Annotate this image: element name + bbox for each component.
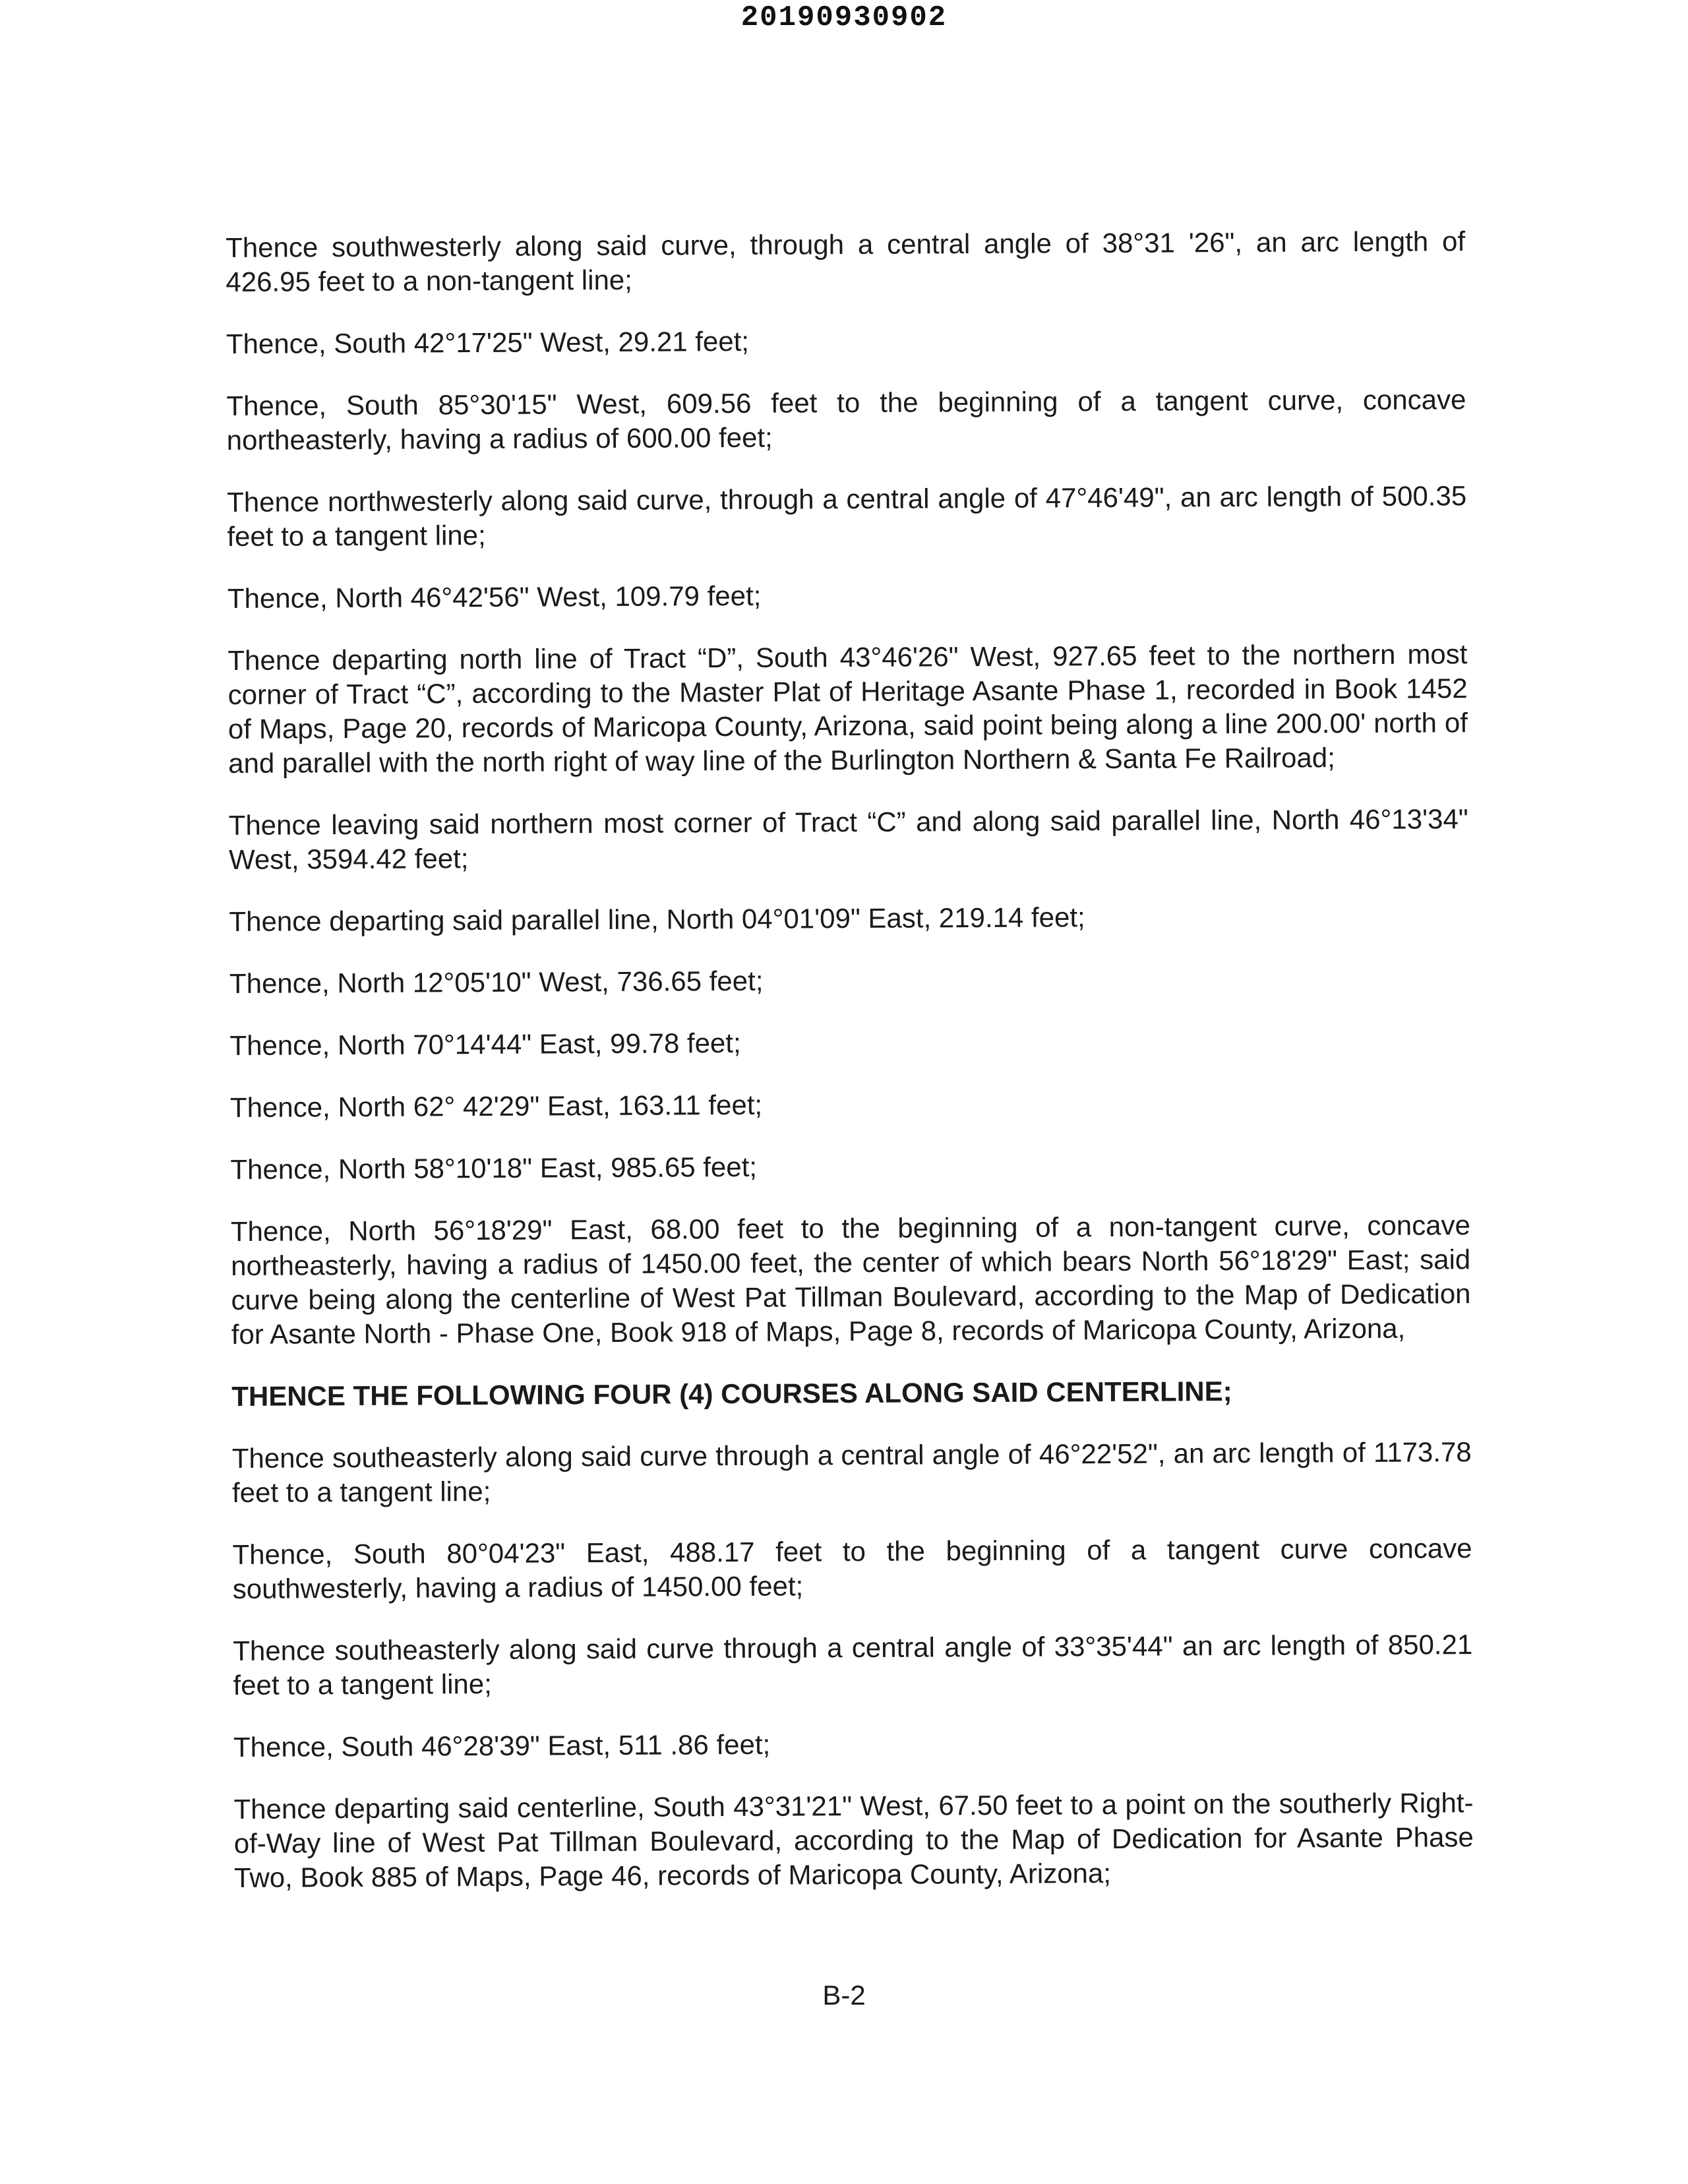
document-number: 20190930902: [740, 1, 948, 34]
paragraph-curve-southeasterly-1: Thence southeasterly along said curve through a central angle of 46°22'52", an arc length of 1173.78 feet to a tangent line;: [231, 1436, 1472, 1508]
paragraph-curve-northwesterly: Thence northwesterly along said curve, through a central angle of 47°46'49", an arc length of 500.35 feet to a tangent line;: [227, 480, 1467, 552]
paragraph-south-80: Thence, South 80°04'23" East, 488.17 feet to the beginning of a tangent curve concave southwesterly, having a radius of 1450.00 feet;: [232, 1532, 1472, 1604]
legal-description-body: [226, 224, 1474, 1923]
paragraph-north-62: Thence, North 62° 42'29" East, 163.11 feet;: [229, 1089, 763, 1123]
paragraph-south-43-31: Thence departing said centerline, South 43°31'21" West, 67.50 feet to a point on the southerly Right-of-Way line of West Pat Tillman Boulevard, according to the Map of Dedication for Asante Phase Two, Book 885 of Maps, Page 46, records of Maricopa County, Arizona;: [233, 1787, 1474, 1893]
paragraph-south-46-28: Thence, South 46°28'39" East, 511 .86 feet;: [233, 1728, 771, 1763]
paragraph-north-04: Thence departing said parallel line, North 04°01'09" East, 219.14 feet;: [229, 901, 1085, 937]
paragraph-north-58: Thence, North 58°10'18" East, 985.65 feet;: [230, 1151, 758, 1185]
paragraph-south-85: Thence, South 85°30'15" West, 609.56 feet to the beginning of a tangent curve, concave northeasterly, having a radius of 600.00 feet;: [226, 384, 1466, 456]
paragraph-curve-southeasterly-2: Thence southeasterly along said curve through a central angle of 33°35'44" an arc length of 850.21 feet to a tangent line;: [233, 1629, 1473, 1701]
paragraph-north-12: Thence, North 12°05'10" West, 736.65 feet;: [229, 965, 764, 999]
paragraph-tract-c: Thence leaving said northern most corner of Tract “C” and along said parallel line, North 46°13'34" West, 3594.42 feet;: [228, 803, 1468, 875]
paragraph-north-46-42: Thence, North 46°42'56" West, 109.79 feet;: [227, 580, 762, 614]
paragraph-north-70: Thence, North 70°14'44" East, 99.78 feet;: [229, 1027, 741, 1061]
paragraph-tract-d: Thence departing north line of Tract “D”, South 43°46'26" West, 927.65 feet to the northern most corner of Tract “C”, according to the Master Plat of Heritage Asante Phase 1, recorded in Book 1452 of Maps, Page 20, records of Maricopa County, Arizona, said point being along a line 200.00' north of and parallel with the north right of way line of the Burlington Northern & Santa Fe Railroad;: [227, 638, 1468, 779]
paragraph-north-56: Thence, North 56°18'29" East, 68.00 feet to the beginning of a non-tangent curve, concave northeasterly, having a radius of 1450.00 feet, the center of which bears North 56°18'29" East; said curve being along the centerline of West Pat Tillman Boulevard, according to the Map of Dedication for Asante North - Phase One, Book 918 of Maps, Page 8, records of Maricopa County, Arizona,: [230, 1209, 1471, 1350]
page-number: B-2: [822, 1980, 866, 2011]
paragraph-south-42: Thence, South 42°17'25" West, 29.21 feet;: [226, 325, 750, 359]
section-heading: THENCE THE FOLLOWING FOUR (4) COURSES ALONG SAID CENTERLINE;: [231, 1376, 1232, 1412]
paragraph-curve-southwesterly: Thence southwesterly along said curve, through a central angle of 38°31 '26", an arc length of 426.95 feet to a non-tangent line;: [226, 226, 1466, 297]
